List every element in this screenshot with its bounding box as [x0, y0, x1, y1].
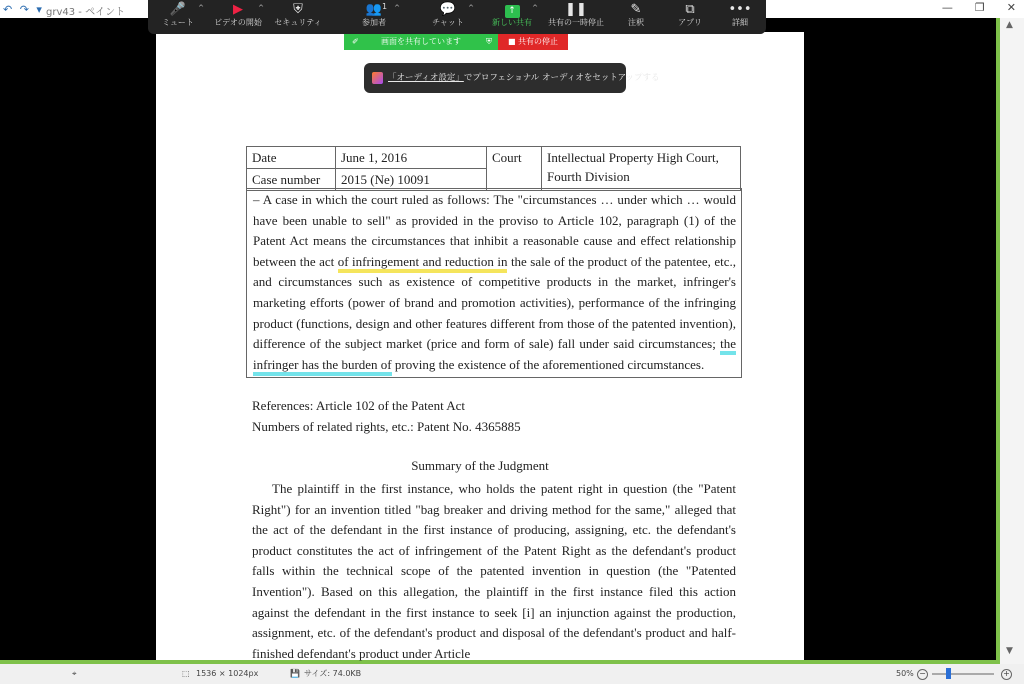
mute-button[interactable]: 🎤 ミュート ^	[148, 2, 208, 28]
annotate-button[interactable]: ✎ 注釈	[606, 2, 666, 28]
chat-icon: 💬	[439, 2, 457, 17]
audio-settings-tooltip[interactable]	[364, 63, 660, 93]
pin-icon: ✐	[352, 37, 359, 46]
scroll-up-icon[interactable]: ▲	[1006, 20, 1013, 30]
image-size-icon: ⬚	[182, 669, 190, 678]
window-controls	[942, 1, 1016, 14]
abstract-text-3: proving the existence of the aforementioned circumstances.	[391, 356, 705, 372]
start-video-button[interactable]: ▶ ビデオの開始 ^	[208, 2, 268, 28]
minimize-icon[interactable]: —	[941, 1, 953, 14]
zoom-level: 50%	[896, 669, 914, 678]
court-value: Intellectual Property High Court, Fourth Division	[542, 147, 741, 191]
date-value: June 1, 2016	[336, 147, 487, 169]
file-size-icon: 💾	[290, 669, 300, 678]
chevron-up-icon[interactable]: ^	[468, 4, 474, 12]
chevron-up-icon[interactable]: ^	[394, 4, 400, 12]
apps-button[interactable]: ⧉ アプリ	[660, 2, 720, 28]
participants-icon: 👥	[365, 2, 383, 17]
summary-paragraph: The plaintiff in the first instance, who holds the patent right in question (the "Patent Right") for an invention titled "bag breaker and driving method for the same," alleged that the act of the defendant in the first instance of producing, assigning, etc. the defendant's product constitutes the act of infringement of the Patent Right as the defendant's product falls within the technical scope of the patented invention in question (the "Patented Invention"). Based on this allegation, the plaintiff in the first instance filed this action against the defendant in the first instance to seek [i] an injunction against the production, assignment, etc. of the defendant's product and disposal of the defendant's product and half-finished defendant's product under Article	[252, 481, 736, 661]
zoom-out-icon[interactable]: −	[917, 669, 928, 680]
pause-icon: ❚❚	[565, 2, 587, 17]
file-size: サイズ: 74.0KB	[304, 669, 362, 678]
case-info-table	[246, 146, 741, 191]
participant-count: 1	[382, 2, 388, 11]
vertical-scrollbar[interactable]	[1000, 18, 1024, 664]
document-page	[156, 32, 804, 660]
close-icon[interactable]: ✕	[1006, 1, 1016, 14]
chevron-up-icon[interactable]: ^	[258, 4, 264, 12]
scroll-down-icon[interactable]: ▼	[1006, 646, 1013, 656]
chevron-up-icon[interactable]: ^	[532, 4, 538, 12]
audio-tip-text: でプロフェショナル オーディオをセットアップする	[463, 73, 660, 83]
video-off-icon: ▶	[233, 2, 243, 17]
paint-statusbar	[0, 664, 1024, 684]
more-button[interactable]: ••• 詳細	[710, 2, 770, 28]
zoom-in-icon[interactable]: +	[1001, 669, 1012, 680]
sharing-status-text: 画面を共有しています	[381, 37, 461, 46]
related-rights-line: Numbers of related rights, etc.: Patent No. 4365885	[252, 418, 521, 434]
window-title: grv43 - ペイント	[46, 7, 126, 18]
restore-icon[interactable]: ❐	[974, 1, 985, 14]
chevron-up-icon[interactable]: ^	[198, 4, 204, 12]
apps-icon: ⧉	[685, 2, 695, 17]
sharing-status-banner[interactable]	[344, 34, 498, 50]
date-label: Date	[247, 147, 336, 169]
zoom-slider-thumb[interactable]	[946, 668, 951, 679]
stop-share-button[interactable]: ■ 共有の停止	[498, 34, 568, 50]
zoom-meeting-toolbar	[148, 0, 766, 34]
references-line: References: Article 102 of the Patent Act	[252, 398, 465, 413]
abstract-text-1: – A case in which the court ruled as follows: The "circumstances … under which … would have been unable to sell" as provided in the proviso to Article 102, paragraph (1) of the Patent Act means the circumstances that inhibit a reasonable cause and effect relationship between the act	[253, 192, 736, 269]
microphone-icon: 🎤	[169, 2, 187, 17]
yellow-highlight: of infringement and reduction in	[338, 254, 508, 273]
chat-button[interactable]: 💬 チャット ^	[418, 2, 478, 28]
court-label: Court	[487, 147, 542, 191]
image-dimensions: 1536 × 1024px	[196, 669, 259, 678]
stop-square-icon: ■	[507, 37, 519, 46]
share-screen-icon: ↑	[505, 5, 520, 18]
zoom-slider-track[interactable]	[932, 673, 994, 675]
case-number-label: Case number	[247, 169, 336, 191]
new-share-button[interactable]: ↑ 新しい共有 ^	[492, 4, 538, 27]
summary-title: Summary of the Judgment	[411, 458, 549, 473]
pause-share-button[interactable]: ❚❚ 共有の一時停止	[548, 2, 604, 27]
participants-button[interactable]: 👥 1 参加者 ^	[344, 2, 404, 28]
shield-check-icon: ⛨	[486, 37, 492, 46]
quick-access-icons[interactable]: ↶ ↷ ▾	[3, 3, 44, 16]
audio-settings-link[interactable]: 「オーディオ設定」	[388, 73, 464, 83]
abstract-text-2: the sale of the product of the patentee, etc., and circumstances such as existence of competitive products in the market, infringer's marketing efforts (power of brand and promotion activities), performance of the infringing product (functions, design and other features different from those of the patented invention), difference of the subject market (price and form of sale) fall under said circumstances;	[253, 253, 737, 352]
security-button[interactable]: ⛨ セキュリティ	[268, 2, 328, 28]
cyan-highlight: the infringer has the burden of	[253, 336, 736, 376]
more-icon: •••	[728, 2, 752, 17]
case-abstract	[246, 188, 742, 378]
audio-app-icon	[372, 72, 383, 84]
references-block	[252, 396, 521, 437]
cursor-position-icon: ⌖	[72, 669, 77, 678]
pen-icon: ✎	[630, 2, 642, 17]
case-number-value: 2015 (Ne) 10091	[336, 169, 487, 191]
shield-icon: ⛨	[293, 2, 303, 17]
